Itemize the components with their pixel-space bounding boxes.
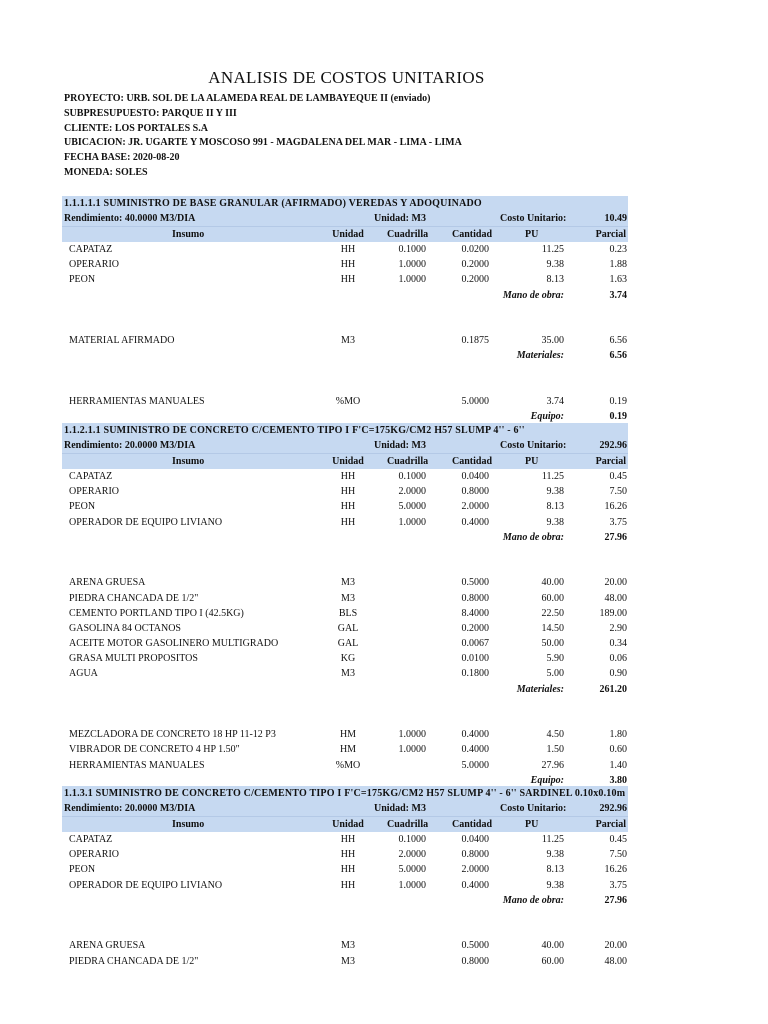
cantidad-cell: 0.1875 xyxy=(461,335,489,347)
costo-unitario-label: Costo Unitario: xyxy=(500,440,567,451)
cuadrilla-cell: 2.0000 xyxy=(398,849,426,861)
cantidad-cell: 5.0000 xyxy=(461,395,489,407)
insumo-cell: HERRAMIENTAS MANUALES xyxy=(69,395,205,407)
spacer xyxy=(62,318,628,333)
parcial-cell: 3.75 xyxy=(609,879,627,891)
cuadrilla-cell: 1.0000 xyxy=(398,259,426,271)
subtotal-label: Materiales: xyxy=(516,683,564,695)
spacer xyxy=(62,560,628,575)
cuadrilla-cell: 2.0000 xyxy=(398,486,426,498)
cantidad-cell: 0.1800 xyxy=(461,668,489,680)
unidad-label: Unidad: M3 xyxy=(374,803,426,814)
unidad-cell: HH xyxy=(340,864,356,876)
unidad-cell: KG xyxy=(340,653,356,665)
parcial-cell: 1.63 xyxy=(609,274,627,286)
cuadrilla-cell: 5.0000 xyxy=(398,501,426,513)
parcial-cell: 7.50 xyxy=(609,849,627,861)
costo-unitario-value: 292.96 xyxy=(599,803,627,814)
cuadrilla-cell: 1.0000 xyxy=(398,744,426,756)
costo-unitario-value: 292.96 xyxy=(599,440,627,451)
cuadrilla-cell: 1.0000 xyxy=(398,879,426,891)
meta-fecha-base: FECHA BASE: 2020-08-20 xyxy=(64,152,180,164)
unidad-cell: %MO xyxy=(335,759,361,771)
cost-section xyxy=(62,196,628,424)
spacer xyxy=(62,545,628,560)
insumo-cell: AGUA xyxy=(69,668,98,680)
header-parcial: Parcial xyxy=(595,819,626,830)
unidad-cell: HM xyxy=(339,729,357,741)
cantidad-cell: 0.0400 xyxy=(461,834,489,845)
unidad-cell: M3 xyxy=(341,335,355,347)
subtotal-value: 261.20 xyxy=(599,683,627,695)
table-row xyxy=(62,394,628,409)
rendimiento-label: Rendimiento: 20.0000 M3/DIA xyxy=(64,440,196,451)
subtotal-value: 27.96 xyxy=(604,531,627,543)
pu-cell: 40.00 xyxy=(541,577,564,589)
table-row xyxy=(62,878,628,893)
parcial-cell: 7.50 xyxy=(609,486,627,498)
table-row xyxy=(62,938,628,953)
column-header-row xyxy=(62,453,628,469)
cantidad-cell: 0.4000 xyxy=(461,879,489,891)
rendimiento-label: Rendimiento: 20.0000 M3/DIA xyxy=(64,803,196,814)
unidad-cell: HH xyxy=(340,516,356,528)
pu-cell: 22.50 xyxy=(541,607,564,619)
pu-cell: 4.50 xyxy=(546,729,564,741)
costo-unitario-label: Costo Unitario: xyxy=(500,213,567,224)
table-row xyxy=(62,257,628,272)
subtotal-label: Mano de obra: xyxy=(502,289,564,301)
cantidad-cell: 0.5000 xyxy=(461,940,489,952)
unidad-cell: HH xyxy=(340,834,356,845)
table-row xyxy=(62,727,628,742)
unidad-cell: M3 xyxy=(341,668,355,680)
cantidad-cell: 0.4000 xyxy=(461,729,489,741)
subtotal-label: Equipo: xyxy=(530,774,564,786)
parcial-cell: 1.40 xyxy=(609,759,627,771)
insumo-cell: GRASA MULTI PROPOSITOS xyxy=(69,653,198,665)
insumo-cell: CAPATAZ xyxy=(69,471,113,482)
insumo-cell: OPERADOR DE EQUIPO LIVIANO xyxy=(69,516,223,528)
subtotal-row xyxy=(62,409,628,424)
pu-cell: 35.00 xyxy=(541,335,564,347)
insumo-cell: OPERADOR DE EQUIPO LIVIANO xyxy=(69,879,223,891)
table-row xyxy=(62,742,628,757)
cantidad-cell: 0.4000 xyxy=(461,516,489,528)
header-cantidad: Cantidad xyxy=(452,229,493,240)
cantidad-cell: 0.0400 xyxy=(461,471,489,482)
spacer xyxy=(62,303,628,318)
document-meta xyxy=(64,92,462,181)
subtotal-value: 3.74 xyxy=(609,289,627,301)
pu-cell: 3.74 xyxy=(546,395,564,407)
insumo-cell: GASOLINA 84 OCTANOS xyxy=(69,622,181,634)
table-row xyxy=(62,606,628,621)
unidad-cell: BLS xyxy=(338,607,358,619)
subtotal-value: 3.80 xyxy=(609,774,627,786)
cuadrilla-cell: 0.1000 xyxy=(398,244,426,255)
insumo-cell: PEON xyxy=(69,274,96,286)
cantidad-cell: 0.8000 xyxy=(461,955,489,967)
unidad-label: Unidad: M3 xyxy=(374,213,426,224)
header-unidad: Unidad xyxy=(332,819,364,830)
insumo-cell: PIEDRA CHANCADA DE 1/2" xyxy=(69,592,199,604)
parcial-cell: 16.26 xyxy=(604,501,627,513)
table-row xyxy=(62,862,628,877)
section-title: 1.1.2.1.1 SUMINISTRO DE CONCRETO C/CEMENTO TIPO I F'C=175KG/CM2 H57 SLUMP 4'' - 6'' xyxy=(62,423,628,438)
header-pu: PU xyxy=(525,456,539,467)
meta-subpresupuesto: SUBPRESUPUESTO: PARQUE II Y III xyxy=(64,107,237,119)
header-unidad: Unidad xyxy=(332,456,364,467)
subtotal-label: Materiales: xyxy=(516,350,564,362)
pu-cell: 9.38 xyxy=(546,849,564,861)
parcial-cell: 0.06 xyxy=(609,653,627,665)
section-title: 1.1.1.1.1 SUMINISTRO DE BASE GRANULAR (AFIRMADO) VEREDAS Y ADOQUINADO xyxy=(62,196,628,211)
header-pu: PU xyxy=(525,819,539,830)
table-row xyxy=(62,484,628,499)
meta-moneda: MONEDA: SOLES xyxy=(64,166,148,178)
subtotal-row xyxy=(62,682,628,697)
parcial-cell: 1.88 xyxy=(609,259,627,271)
table-row xyxy=(62,242,628,257)
unidad-cell: M3 xyxy=(341,955,355,967)
subtotal-value: 6.56 xyxy=(609,350,627,362)
header-cantidad: Cantidad xyxy=(452,819,493,830)
parcial-cell: 2.90 xyxy=(609,622,627,634)
parcial-cell: 20.00 xyxy=(604,940,627,952)
pu-cell: 8.13 xyxy=(546,864,564,876)
table-row xyxy=(62,469,628,484)
meta-ubicacion: UBICACION: JR. UGARTE Y MOSCOSO 991 - MAGDALENA DEL MAR - LIMA - LIMA xyxy=(64,137,462,149)
pu-cell: 8.13 xyxy=(546,501,564,513)
unidad-cell: HH xyxy=(340,486,356,498)
table-row xyxy=(62,636,628,651)
parcial-cell: 20.00 xyxy=(604,577,627,589)
meta-cliente: CLIENTE: LOS PORTALES S.A xyxy=(64,122,208,134)
pu-cell: 60.00 xyxy=(541,592,564,604)
header-cuadrilla: Cuadrilla xyxy=(387,456,429,467)
cantidad-cell: 0.8000 xyxy=(461,486,489,498)
table-row xyxy=(62,591,628,606)
cantidad-cell: 0.0100 xyxy=(461,653,489,665)
pu-cell: 27.96 xyxy=(541,759,564,771)
cuadrilla-cell: 0.1000 xyxy=(398,471,426,482)
table-row xyxy=(62,666,628,681)
insumo-cell: PIEDRA CHANCADA DE 1/2" xyxy=(69,955,199,967)
column-header-row xyxy=(62,226,628,242)
table-row xyxy=(62,651,628,666)
subtotal-row xyxy=(62,288,628,303)
spacer xyxy=(62,908,628,923)
header-cantidad: Cantidad xyxy=(452,456,493,467)
header-insumo: Insumo xyxy=(172,229,205,240)
unidad-cell: M3 xyxy=(341,940,355,952)
table-row xyxy=(62,575,628,590)
section-summary-row xyxy=(62,211,628,226)
header-insumo: Insumo xyxy=(172,819,205,830)
header-cuadrilla: Cuadrilla xyxy=(387,819,429,830)
pu-cell: 14.50 xyxy=(541,622,564,634)
table-row xyxy=(62,515,628,530)
table-row xyxy=(62,272,628,287)
subtotal-label: Mano de obra: xyxy=(502,894,564,906)
parcial-cell: 0.23 xyxy=(609,244,627,255)
pu-cell: 9.38 xyxy=(546,879,564,891)
unidad-cell: GAL xyxy=(337,622,359,634)
insumo-cell: OPERARIO xyxy=(69,259,120,271)
table-row xyxy=(62,333,628,348)
subtotal-row xyxy=(62,893,628,908)
pu-cell: 11.25 xyxy=(541,834,564,845)
spacer xyxy=(62,712,628,727)
subtotal-value: 27.96 xyxy=(604,894,627,906)
cantidad-cell: 0.2000 xyxy=(461,622,489,634)
section-title: 1.1.3.1 SUMINISTRO DE CONCRETO C/CEMENTO TIPO I F'C=175KG/CM2 H57 SLUMP 4'' - 6'' SARDINEL 0.10x0.10m xyxy=(62,786,628,801)
subtotal-label: Mano de obra: xyxy=(502,531,564,543)
insumo-cell: CEMENTO PORTLAND TIPO I (42.5KG) xyxy=(69,607,244,619)
insumo-cell: ACEITE MOTOR GASOLINERO MULTIGRADO xyxy=(69,638,279,650)
parcial-cell: 1.80 xyxy=(609,729,627,741)
unidad-cell: M3 xyxy=(341,577,355,589)
parcial-cell: 0.45 xyxy=(609,834,627,845)
unidad-cell: %MO xyxy=(335,395,361,407)
header-parcial: Parcial xyxy=(595,229,626,240)
table-row xyxy=(62,621,628,636)
cantidad-cell: 8.4000 xyxy=(461,607,489,619)
parcial-cell: 189.00 xyxy=(599,607,627,619)
costo-unitario-value: 10.49 xyxy=(604,213,627,224)
pu-cell: 8.13 xyxy=(546,274,564,286)
pu-cell: 50.00 xyxy=(541,638,564,650)
table-row xyxy=(62,954,628,969)
table-row xyxy=(62,499,628,514)
insumo-cell: OPERARIO xyxy=(69,486,120,498)
parcial-cell: 48.00 xyxy=(604,955,627,967)
column-header-row xyxy=(62,816,628,832)
pu-cell: 9.38 xyxy=(546,516,564,528)
section-summary-row xyxy=(62,801,628,816)
subtotal-label: Equipo: xyxy=(530,411,564,423)
insumo-cell: MATERIAL AFIRMADO xyxy=(69,335,175,347)
pu-cell: 5.00 xyxy=(546,668,564,680)
cantidad-cell: 0.0200 xyxy=(461,244,489,255)
insumo-cell: HERRAMIENTAS MANUALES xyxy=(69,759,205,771)
pu-cell: 60.00 xyxy=(541,955,564,967)
parcial-cell: 0.45 xyxy=(609,471,627,482)
header-insumo: Insumo xyxy=(172,456,205,467)
unidad-cell: HH xyxy=(340,501,356,513)
parcial-cell: 0.34 xyxy=(609,638,627,650)
insumo-cell: ARENA GRUESA xyxy=(69,577,146,589)
subtotal-row xyxy=(62,530,628,545)
unidad-cell: HH xyxy=(340,244,356,255)
cantidad-cell: 0.8000 xyxy=(461,592,489,604)
parcial-cell: 0.90 xyxy=(609,668,627,680)
spacer xyxy=(62,379,628,394)
cantidad-cell: 0.5000 xyxy=(461,577,489,589)
rendimiento-label: Rendimiento: 40.0000 M3/DIA xyxy=(64,213,196,224)
table-row xyxy=(62,758,628,773)
insumo-cell: VIBRADOR DE CONCRETO 4 HP 1.50" xyxy=(69,744,240,756)
unidad-cell: M3 xyxy=(341,592,355,604)
parcial-cell: 0.60 xyxy=(609,744,627,756)
unidad-label: Unidad: M3 xyxy=(374,440,426,451)
pu-cell: 5.90 xyxy=(546,653,564,665)
cuadrilla-cell: 1.0000 xyxy=(398,274,426,286)
pu-cell: 1.50 xyxy=(546,744,564,756)
spacer xyxy=(62,923,628,938)
cost-section xyxy=(62,786,628,969)
meta-proyecto: PROYECTO: URB. SOL DE LA ALAMEDA REAL DE LAMBAYEQUE II (enviado) xyxy=(64,93,431,104)
insumo-cell: PEON xyxy=(69,501,96,513)
header-pu: PU xyxy=(525,229,539,240)
spacer xyxy=(62,697,628,712)
insumo-cell: CAPATAZ xyxy=(69,834,113,845)
cantidad-cell: 0.0067 xyxy=(461,638,489,650)
subtotal-row xyxy=(62,348,628,363)
parcial-cell: 6.56 xyxy=(609,335,627,347)
page-title: ANALISIS DE COSTOS UNITARIOS xyxy=(208,68,485,87)
header-parcial: Parcial xyxy=(595,456,626,467)
header-unidad: Unidad xyxy=(332,229,364,240)
insumo-cell: MEZCLADORA DE CONCRETO 18 HP 11-12 P3 xyxy=(69,729,276,741)
unidad-cell: HH xyxy=(340,879,356,891)
unidad-cell: HH xyxy=(340,471,356,482)
cuadrilla-cell: 5.0000 xyxy=(398,864,426,876)
cantidad-cell: 5.0000 xyxy=(461,759,489,771)
cuadrilla-cell: 0.1000 xyxy=(398,834,426,845)
costo-unitario-label: Costo Unitario: xyxy=(500,803,567,814)
cantidad-cell: 2.0000 xyxy=(461,864,489,876)
cantidad-cell: 0.4000 xyxy=(461,744,489,756)
pu-cell: 9.38 xyxy=(546,259,564,271)
insumo-cell: CAPATAZ xyxy=(69,244,113,255)
pu-cell: 40.00 xyxy=(541,940,564,952)
unidad-cell: HH xyxy=(340,849,356,861)
parcial-cell: 3.75 xyxy=(609,516,627,528)
insumo-cell: ARENA GRUESA xyxy=(69,940,146,952)
parcial-cell: 48.00 xyxy=(604,592,627,604)
cuadrilla-cell: 1.0000 xyxy=(398,729,426,741)
parcial-cell: 0.19 xyxy=(609,395,627,407)
cuadrilla-cell: 1.0000 xyxy=(398,516,426,528)
spacer xyxy=(62,364,628,379)
cantidad-cell: 0.8000 xyxy=(461,849,489,861)
section-summary-row xyxy=(62,438,628,453)
pu-cell: 9.38 xyxy=(546,486,564,498)
unidad-cell: HM xyxy=(339,744,357,756)
table-row xyxy=(62,847,628,862)
parcial-cell: 16.26 xyxy=(604,864,627,876)
subtotal-value: 0.19 xyxy=(609,411,627,423)
cantidad-cell: 2.0000 xyxy=(461,501,489,513)
insumo-cell: OPERARIO xyxy=(69,849,120,861)
cantidad-cell: 0.2000 xyxy=(461,259,489,271)
pu-cell: 11.25 xyxy=(541,471,564,482)
cost-section xyxy=(62,423,628,788)
unidad-cell: HH xyxy=(340,274,356,286)
unidad-cell: GAL xyxy=(337,638,359,650)
pu-cell: 11.25 xyxy=(541,244,564,255)
header-cuadrilla: Cuadrilla xyxy=(387,229,429,240)
unidad-cell: HH xyxy=(340,259,356,271)
table-row xyxy=(62,832,628,847)
insumo-cell: PEON xyxy=(69,864,96,876)
cantidad-cell: 0.2000 xyxy=(461,274,489,286)
